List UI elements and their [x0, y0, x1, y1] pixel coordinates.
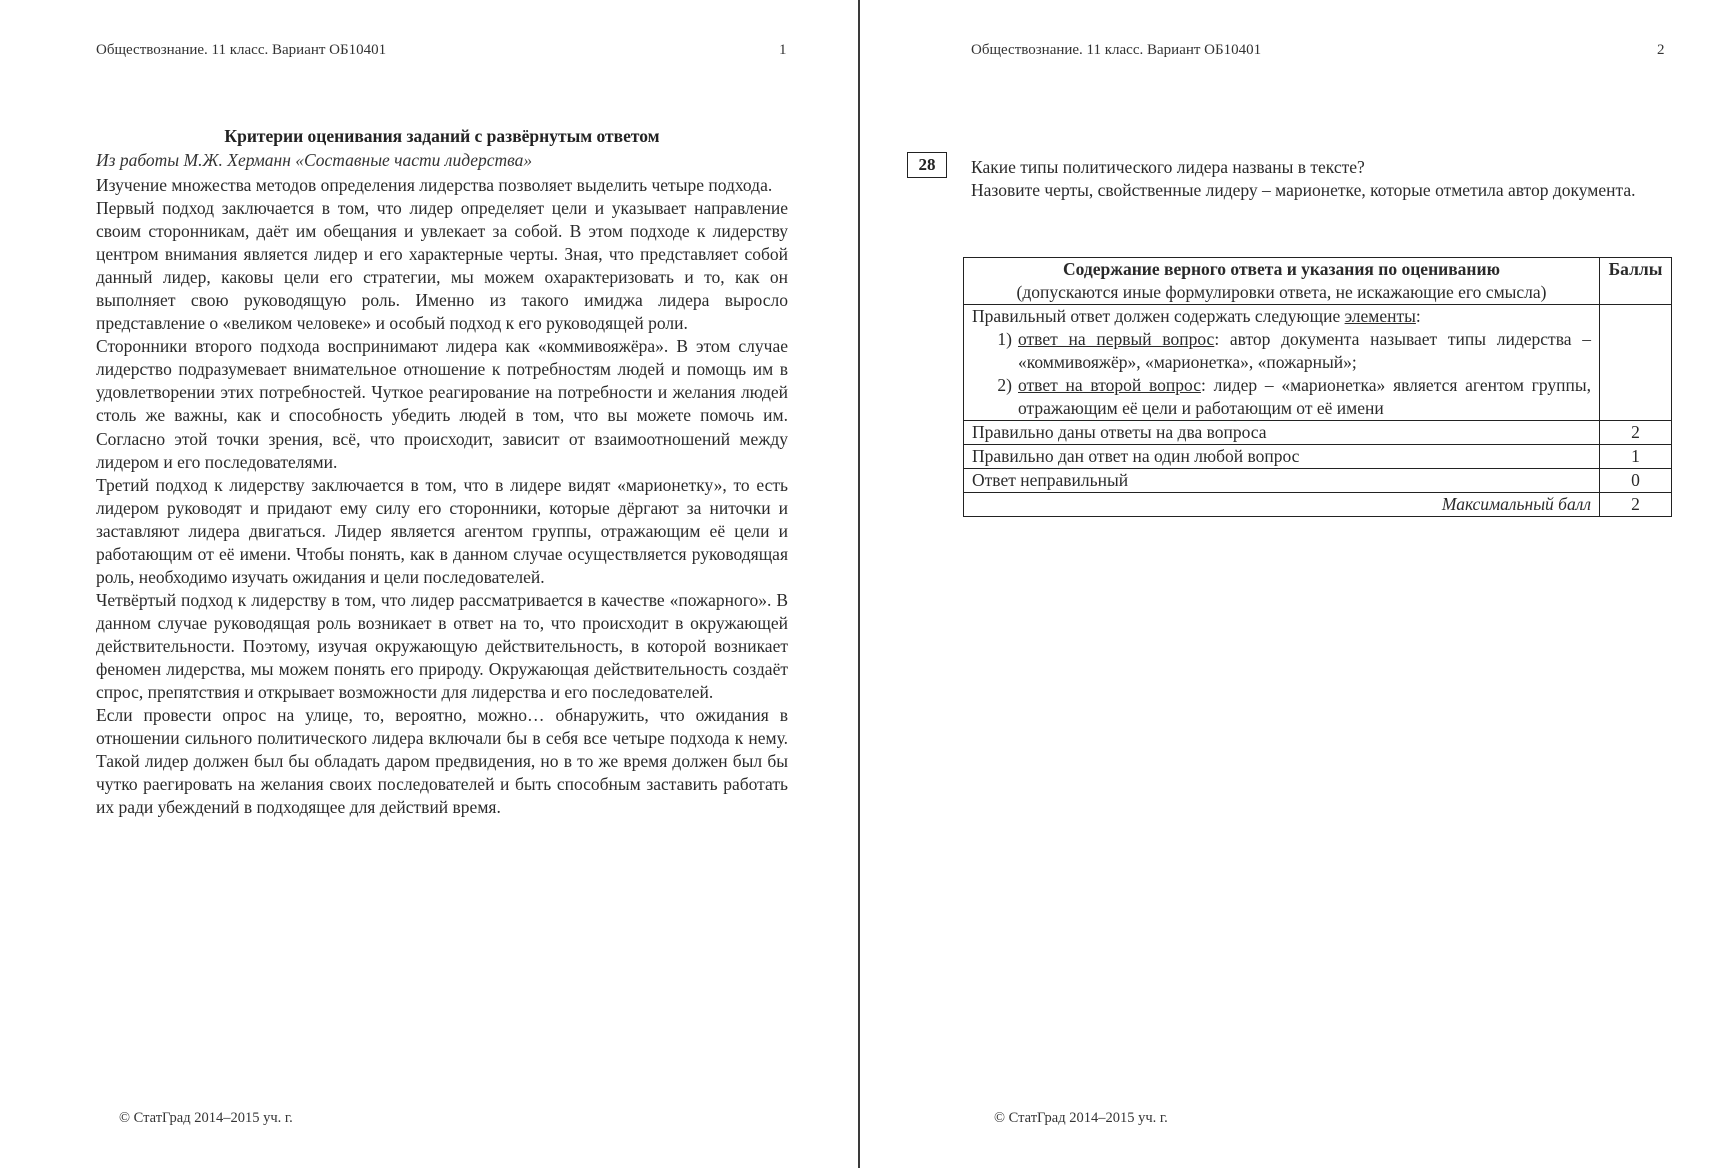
page-header: Обществознание. 11 класс. Вариант ОБ10401 [971, 42, 1262, 58]
page-number: 2 [1657, 42, 1665, 58]
section-title: Критерии оценивания заданий с развёрнутым ответом [224, 126, 660, 146]
page-footer: © СтатГрад 2014–2015 уч. г. [119, 1110, 293, 1126]
source-citation: Из работы М.Ж. Херманн «Составные части лидерства» [96, 150, 533, 170]
paragraph: Третий подход к лидерству заключается в том, что в лидере видят «марионетку», то есть лидером руководят и придают ему силу его сторонники, которые дёргают за ниточки и заставляют лидера двигаться. Лидер является агентом группы, отражающим её цели и работающим от её имени. Чтобы понять, как в данном случае осуществляется руководящая роль, необходимо изучать ожидания и цели последователей. [96, 474, 788, 587]
criterion-cell: Ответ неправильный [964, 469, 1600, 493]
item-text [1018, 328, 1591, 374]
item-body: : автор документа называет типы лидерства – «коммивояжёр», «марионетка», «пожарный»; [1018, 329, 1591, 372]
answer-element-1 [972, 328, 1591, 374]
table-row [964, 421, 1672, 445]
max-score-value: 2 [1600, 493, 1672, 517]
right-page [860, 0, 1718, 1168]
content-header-main: Содержание верного ответа и указания по оцениванию [1063, 259, 1500, 279]
score-cell: 2 [1600, 421, 1672, 445]
table-header-row [964, 258, 1672, 305]
empty-score-cell [1600, 305, 1672, 421]
answer-element-2 [972, 374, 1591, 420]
question-1: Какие типы политического лидера названы в тексте? [971, 157, 1365, 177]
max-score-label: Максимальный балл [964, 493, 1600, 517]
question-2: Назовите черты, свойственные лидеру – марионетке, которые отметила автор документа. [971, 180, 1636, 200]
answer-intro [972, 305, 1591, 328]
page-footer: © СтатГрад 2014–2015 уч. г. [994, 1110, 1168, 1126]
document-text [96, 174, 788, 819]
score-cell: 1 [1600, 445, 1672, 469]
max-score-row [964, 493, 1672, 517]
paragraph: Сторонники второго подхода воспринимают лидера как «коммивояжёра». В этом случае лидерство подразумевает внимательное отношение к потребностям людей и помощь им в удовлетворении этих потребностей. Чуткое реагирование на потребности и желания людей столь же важны, как и способность убедить людей в том, что вы можете помочь им. Согласно этой точки зрения, всё, что происходит, зависит от взаимоотношений между лидером и его последователями. [96, 336, 788, 472]
content-header [964, 258, 1600, 305]
item-underlined: ответ на второй вопрос [1018, 375, 1201, 395]
criterion-cell: Правильно даны ответы на два вопроса [964, 421, 1600, 445]
intro-suffix: : [1415, 306, 1421, 326]
left-page [0, 0, 858, 1168]
item-text [1018, 374, 1591, 420]
paragraph: Четвёртый подход к лидерству в том, что лидер рассматривается в качестве «пожарного». В данном случае руководящая роль возникает в ответ на то, что происходит в окружающей действительности. Поэтому, изучая окружающую действительность, в которой возникает феномен лидерства, мы можем понять его природу. Окружающая действительность создаёт спрос, препятствия и открывает возможности для лидерства и его последователей. [96, 589, 788, 703]
score-header: Баллы [1600, 258, 1672, 305]
table-row [964, 445, 1672, 469]
item-underlined: ответ на первый вопрос [1018, 329, 1215, 349]
criterion-cell: Правильно дан ответ на один любой вопрос [964, 445, 1600, 469]
answer-elements-row [964, 305, 1672, 421]
content-header-sub: (допускаются иные формулировки ответа, не искажающие его смысла) [1016, 282, 1547, 302]
score-cell: 0 [1600, 469, 1672, 493]
intro-text: Правильный ответ должен содержать следующие [972, 306, 1345, 326]
task-number-box: 28 [907, 152, 947, 178]
page-number: 1 [779, 42, 787, 58]
page-header: Обществознание. 11 класс. Вариант ОБ10401 [96, 42, 387, 58]
intro-underlined: элементы [1344, 306, 1416, 326]
item-number: 2) [997, 375, 1012, 395]
paragraph: Если провести опрос на улице, то, вероятно, можно… обнаружить, что ожидания в отношении сильного политического лидера включали бы в себя все четыре подхода к нему. Такой лидер должен был бы обладать даром предвидения, но в то же время должен был бы чутко раегировать на желания своих последователей и быть способным заставить работать их ради убеждений в подходящее для действий время. [96, 705, 788, 818]
answer-elements [964, 305, 1600, 421]
paragraph: Изучение множества методов определения лидерства позволяет выделить четыре подхода. [96, 175, 773, 195]
criteria-table [963, 257, 1672, 517]
item-number: 1) [997, 329, 1012, 349]
item-body: : лидер – «марионетка» является агентом группы, отражающим её цели и работающим от её имени [1018, 375, 1591, 418]
paragraph: Первый подход заключается в том, что лидер определяет цели и указывает направление своим сторонникам, даёт им обещания и увлекает за собой. В этом подходе к лидерству центром внимания является лидер и его характерные черты. Зная, что представляет собой данный лидер, каковы цели его стратегии, мы можем охарактеризовать и то, как он выполняет свою руководящую роль. Именно из такого имиджа лидера выросло представление о «великом человеке» и особый подход к его руководящей роли. [96, 198, 788, 334]
table-row [964, 469, 1672, 493]
